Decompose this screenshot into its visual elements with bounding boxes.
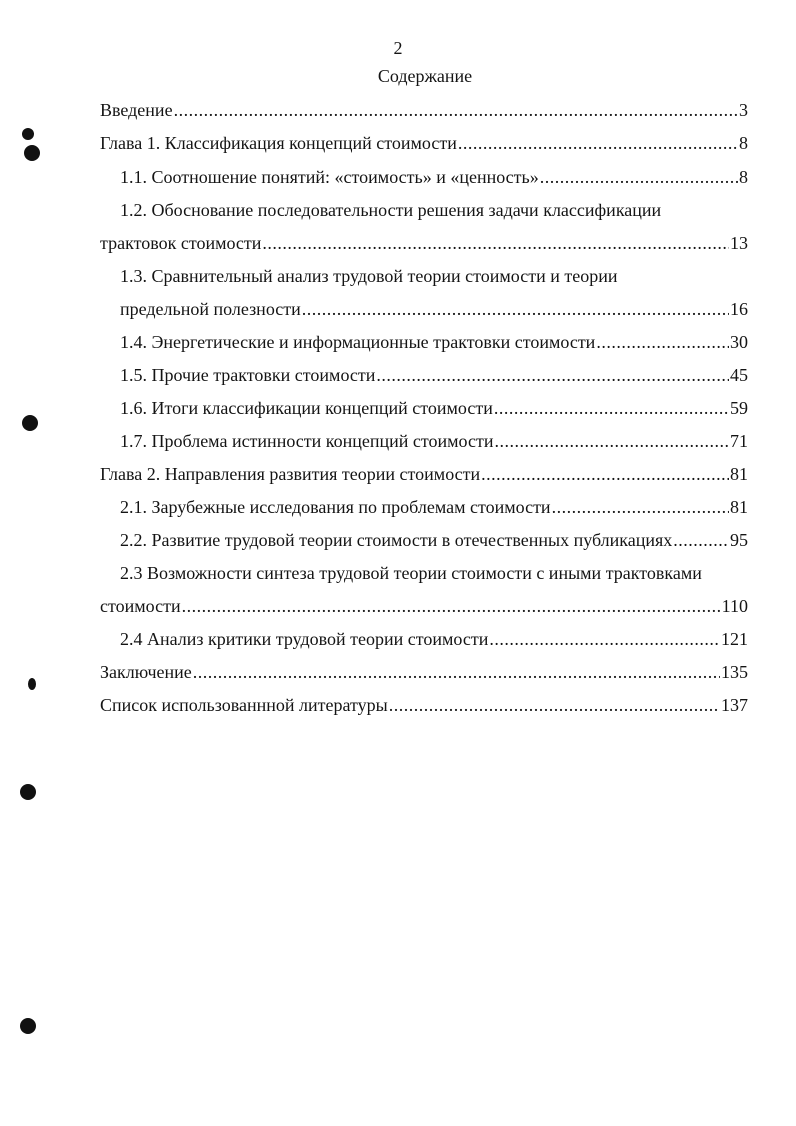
toc-entry bbox=[120, 561, 748, 585]
toc-entry-text: Список использованнной литературы bbox=[100, 695, 388, 715]
toc-entry-text: Заключение bbox=[100, 662, 192, 682]
toc-entry-text: 2.4 Анализ критики трудовой теории стоимости bbox=[120, 629, 489, 649]
toc-entry-page: 81 bbox=[730, 464, 748, 484]
toc-entry-text: 2.1. Зарубежные исследования по проблемам стоимости bbox=[120, 497, 551, 517]
toc-leader bbox=[673, 528, 729, 552]
toc-entry bbox=[120, 165, 748, 189]
punch-hole-mark bbox=[20, 784, 36, 800]
toc-entry bbox=[120, 363, 748, 387]
toc-leader bbox=[596, 330, 729, 354]
toc-entry-page: 16 bbox=[730, 299, 748, 319]
toc-leader bbox=[193, 660, 720, 684]
punch-hole-mark bbox=[28, 678, 36, 690]
toc-entry bbox=[100, 462, 748, 486]
toc-entry-page: 95 bbox=[730, 530, 748, 550]
toc-entry-text: 1.4. Энергетические и информационные трактовки стоимости bbox=[120, 332, 596, 352]
toc-entry-page: 71 bbox=[730, 431, 748, 451]
toc-entry-text: стоимости bbox=[100, 596, 181, 616]
toc-leader bbox=[494, 396, 729, 420]
toc-entry-text: 1.3. Сравнительный анализ трудовой теории стоимости и теории bbox=[120, 266, 618, 286]
toc-entry-page: 30 bbox=[730, 332, 748, 352]
toc-entry bbox=[120, 495, 748, 519]
toc-entry bbox=[120, 297, 748, 321]
toc-leader bbox=[552, 495, 729, 519]
toc-entry-text: 1.1. Соотношение понятий: «стоимость» и «ценность» bbox=[120, 167, 539, 187]
toc-leader bbox=[182, 594, 721, 618]
toc-entry bbox=[120, 396, 748, 420]
toc-entry bbox=[120, 627, 748, 651]
toc-entry bbox=[120, 528, 748, 552]
toc-leader bbox=[481, 462, 729, 486]
toc-entry bbox=[120, 330, 748, 354]
toc-entry-page: 121 bbox=[721, 629, 748, 649]
toc-entry-text: 1.6. Итоги классификации концепций стоимости bbox=[120, 398, 493, 418]
toc-entry bbox=[100, 594, 748, 618]
toc-entry bbox=[100, 231, 748, 255]
toc-leader bbox=[494, 429, 729, 453]
toc-entry-text: 2.2. Развитие трудовой теории стоимости в отечественных публикациях bbox=[120, 530, 673, 550]
toc-entry bbox=[120, 429, 748, 453]
toc-entry-text: трактовок стоимости bbox=[100, 233, 262, 253]
page-title: Содержание bbox=[377, 66, 473, 86]
toc-entry-page: 8 bbox=[739, 133, 748, 153]
toc-entry-text: Глава 1. Классификация концепций стоимости bbox=[100, 133, 457, 153]
toc-entry-page: 137 bbox=[721, 695, 748, 715]
punch-hole-mark bbox=[22, 415, 38, 431]
toc-leader bbox=[262, 231, 729, 255]
toc-leader bbox=[302, 297, 729, 321]
toc-leader bbox=[458, 131, 738, 155]
toc-entry bbox=[100, 660, 748, 684]
toc-entry-text: 1.5. Прочие трактовки стоимости bbox=[120, 365, 376, 385]
toc-leader bbox=[489, 627, 720, 651]
toc-entry-page: 13 bbox=[730, 233, 748, 253]
toc-entry-page: 81 bbox=[730, 497, 748, 517]
toc-leader bbox=[389, 693, 720, 717]
toc-entry-text: 1.2. Обоснование последовательности решения задачи классификации bbox=[120, 200, 662, 220]
toc-entry-text: 1.7. Проблема истинности концепций стоимости bbox=[120, 431, 494, 451]
toc-entry bbox=[100, 693, 748, 717]
toc-entry-text: Введение bbox=[100, 100, 173, 120]
toc-entry-page: 3 bbox=[739, 100, 748, 120]
toc-entry-page: 110 bbox=[721, 596, 748, 616]
punch-hole-mark bbox=[24, 145, 40, 161]
toc-entry bbox=[120, 264, 748, 288]
toc-leader bbox=[376, 363, 729, 387]
punch-hole-mark bbox=[22, 128, 34, 140]
toc-leader bbox=[174, 98, 738, 122]
toc-entry-text: предельной полезности bbox=[120, 299, 301, 319]
toc-entry-page: 135 bbox=[721, 662, 748, 682]
page-number: 2 bbox=[393, 38, 403, 58]
toc-entry-page: 8 bbox=[739, 167, 748, 187]
toc-entry-page: 45 bbox=[730, 365, 748, 385]
punch-hole-mark bbox=[20, 1018, 36, 1034]
toc-entry bbox=[120, 198, 748, 222]
toc-entry-page: 59 bbox=[730, 398, 748, 418]
toc-leader bbox=[540, 165, 738, 189]
toc-entry-text: 2.3 Возможности синтеза трудовой теории стоимости с иными трактовками bbox=[120, 563, 702, 583]
toc-entry-text: Глава 2. Направления развития теории стоимости bbox=[100, 464, 481, 484]
toc-entry bbox=[100, 131, 748, 155]
toc-entry bbox=[100, 98, 748, 122]
